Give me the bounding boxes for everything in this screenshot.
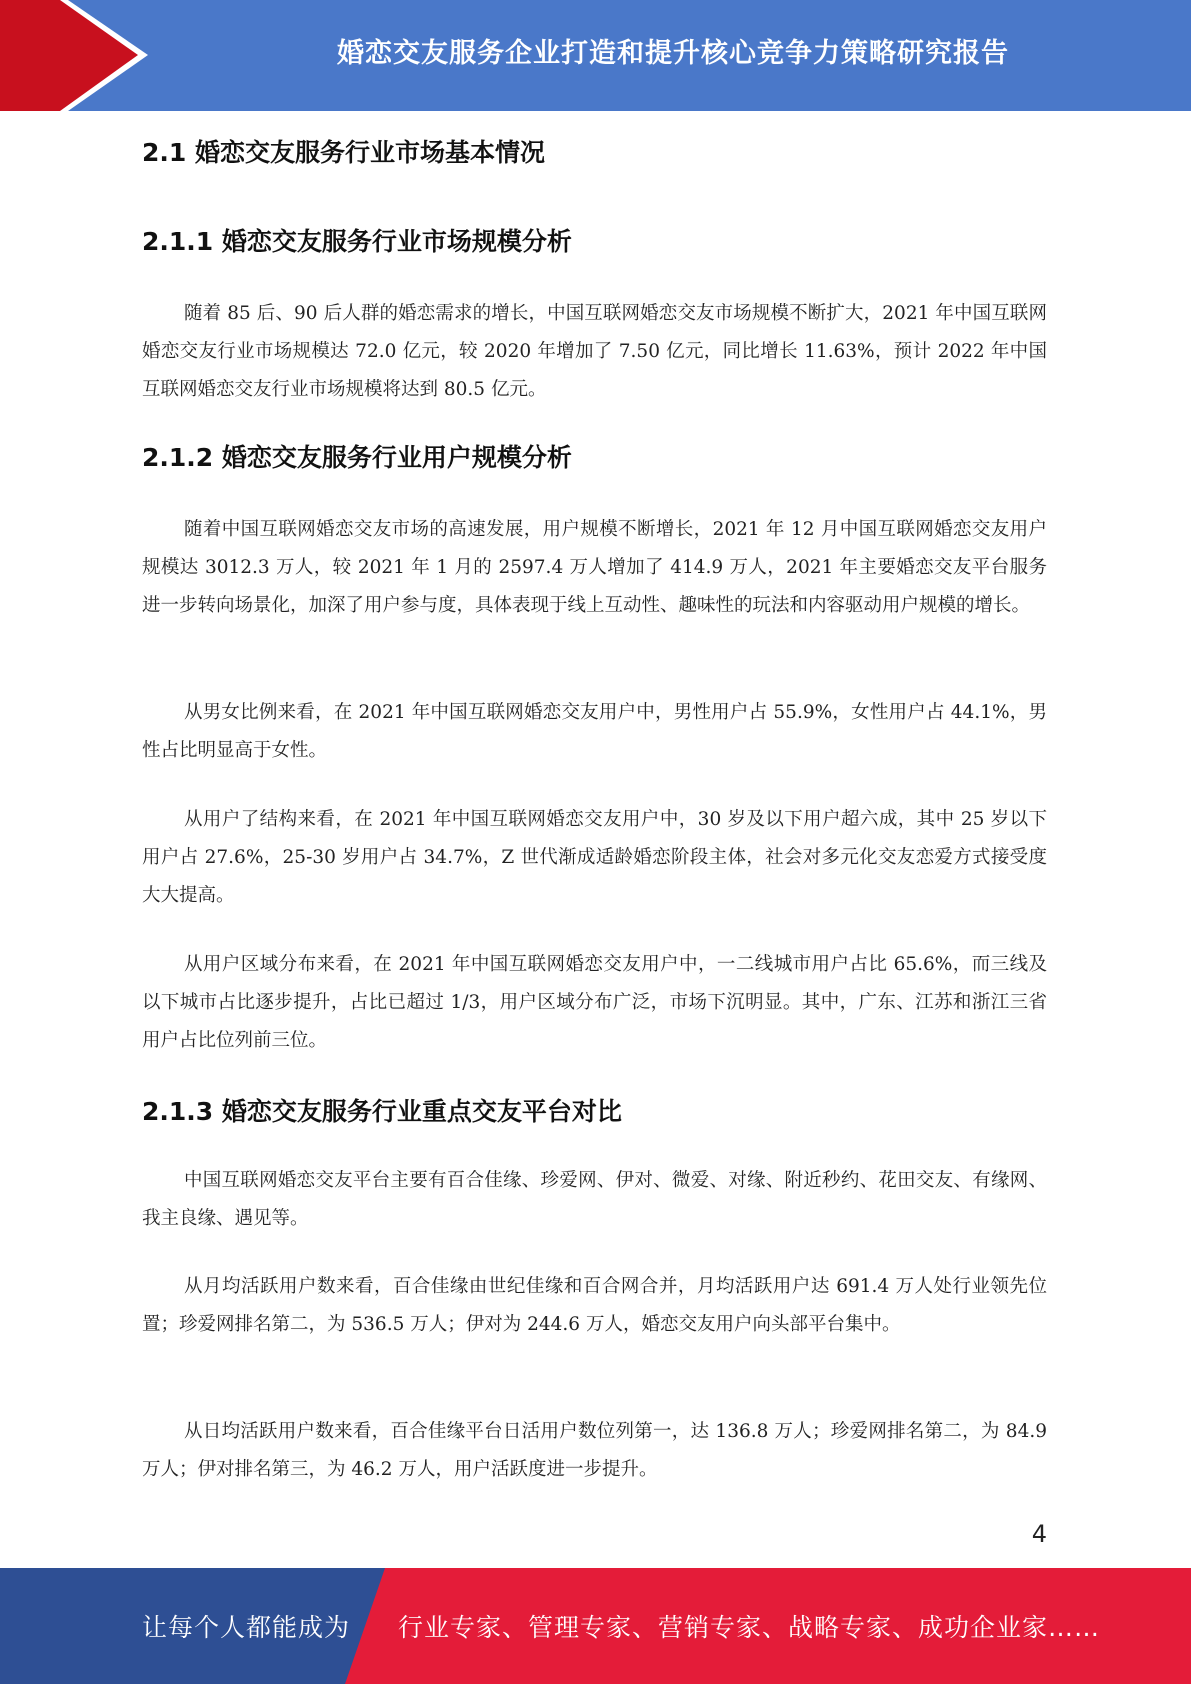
paragraph: 从日均活跃用户数来看，百合佳缘平台日活用户数位列第一，达 136.8 万人；珍爱网排名第二，为 84.9 万人；伊对排名第三，为 46.2 万人，用户活跃度进一步提升。 (142, 1421, 1047, 1480)
report-title: 婚恋交友服务企业打造和提升核心竞争力策略研究报告 (337, 37, 1009, 69)
section-heading-2-1-3: 2.1.3 婚恋交友服务行业重点交友平台对比 (142, 1097, 622, 1126)
page-number: 4 (1031, 1520, 1047, 1548)
paragraph: 从男女比例来看，在 2021 年中国互联网婚恋交友用户中，男性用户占 55.9%，女性用户占 44.1%，男性占比明显高于女性。 (142, 702, 1047, 761)
paragraph: 从用户区域分布来看，在 2021 年中国互联网婚恋交友用户中，一二线城市用户占比 65.6%，而三线及以下城市占比逐步提升，占比已超过 1/3，用户区域分布广泛，市场下沉明显。其中，广东、江苏和浙江三省用户占比位列前三位。 (142, 954, 1047, 1051)
paragraph: 随着中国互联网婚恋交友市场的高速发展，用户规模不断增长，2021 年 12 月中国互联网婚恋交友用户规模达 3012.3 万人，较 2021 年 1 月的 2597.4 万人增加了 414.9 万人，2021 年主要婚恋交友平台服务进一步转向场景化，加深了用户参与度，具体表现于线上互动性、趣味性的玩法和内容驱动用户规模的增长。 (142, 519, 1047, 616)
section-heading-2-1: 2.1 婚恋交友服务行业市场基本情况 (142, 138, 545, 167)
paragraph: 从月均活跃用户数来看，百合佳缘由世纪佳缘和百合网合并，月均活跃用户达 691.4 万人处行业领先位置；珍爱网排名第二，为 536.5 万人；伊对为 244.6 万人，婚恋交友用户向头部平台集中。 (142, 1276, 1047, 1335)
paragraph: 随着 85 后、90 后人群的婚恋需求的增长，中国互联网婚恋交友市场规模不断扩大，2021 年中国互联网婚恋交友行业市场规模达 72.0 亿元，较 2020 年增加了 7.50 亿元，同比增长 11.63%，预计 2022 年中国互联网婚恋交友行业市场规模将达到 80.5 亿元。 (142, 303, 1047, 400)
section-heading-2-1-1: 2.1.1 婚恋交友服务行业市场规模分析 (142, 227, 572, 256)
header-banner (0, 0, 1191, 111)
footer-banner (0, 1568, 1191, 1684)
paragraph: 中国互联网婚恋交友平台主要有百合佳缘、珍爱网、伊对、微爱、对缘、附近秒约、花田交友、有缘网、我主良缘、遇见等。 (142, 1170, 1047, 1229)
section-heading-2-1-2: 2.1.2 婚恋交友服务行业用户规模分析 (142, 443, 572, 472)
footer-slogan-left: 让每个人都能成为 (142, 1613, 351, 1642)
red-chevron-decoration (0, 0, 160, 111)
footer-slogan-right: 行业专家、管理专家、营销专家、战略专家、成功企业家…… (398, 1613, 1101, 1642)
paragraph: 从用户了结构来看，在 2021 年中国互联网婚恋交友用户中，30 岁及以下用户超六成，其中 25 岁以下用户占 27.6%，25-30 岁用户占 34.7%，Z 世代渐成适龄婚恋阶段主体，社会对多元化交友恋爱方式接受度大大提高。 (142, 809, 1047, 906)
